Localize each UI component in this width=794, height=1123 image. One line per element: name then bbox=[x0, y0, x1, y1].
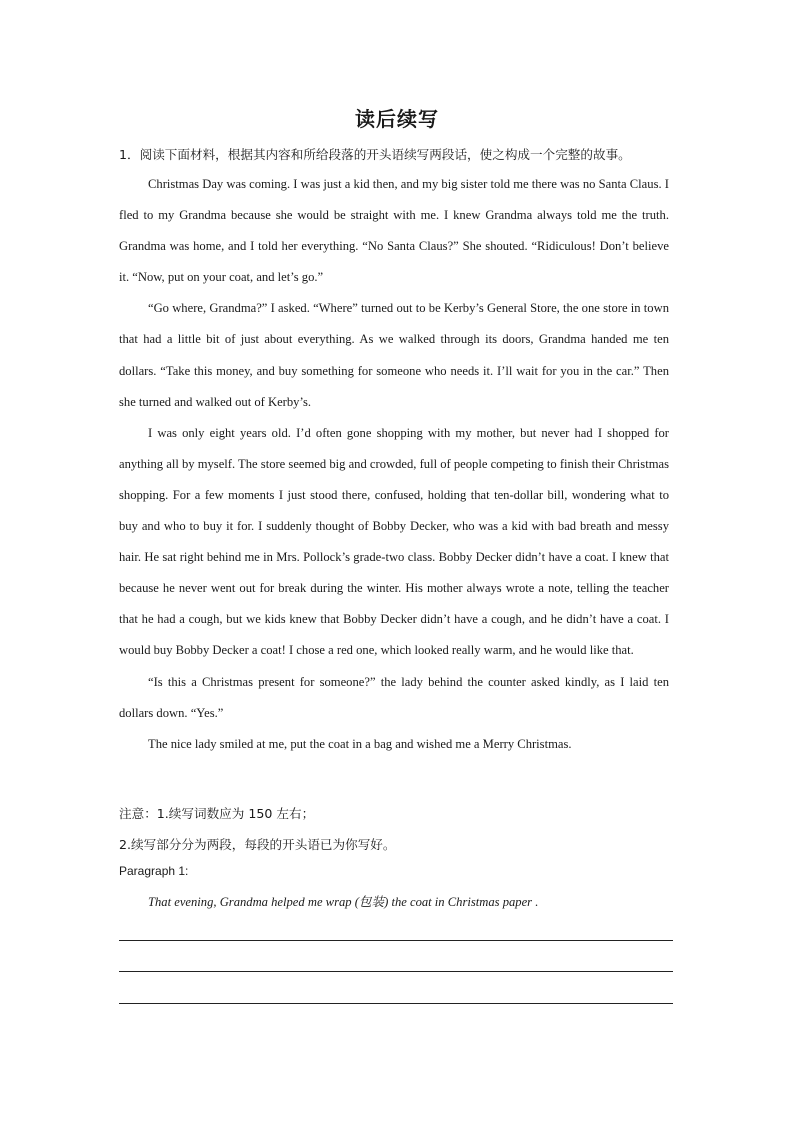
passage-paragraph-2: “Go where, Grandma?” I asked. “Where” turned out to be Kerby’s General Store, the one store in town that had a little bit of just about everything. As we walked through its doors, Grandma handed me ten dollars. “Take this money, and buy something for someone who needs it. I’ll wait for you in the car.” Then she turned and walked out of Kerby’s. bbox=[119, 301, 669, 409]
writing-notes bbox=[119, 798, 675, 860]
answer-line-1[interactable] bbox=[119, 940, 673, 941]
passage-paragraph-3: I was only eight years old. I’d often gone shopping with my mother, but never had I shopped for anything all by myself. The store seemed big and crowded, full of people competing to finish their Christmas shopping. For a few moments I just stood there, confused, holding that ten-dollar bill, wondering what to buy and who to buy it for. I suddenly thought of Bobby Decker, who was a kid with bad breath and messy hair. He sat right behind me in Mrs. Pollock’s grade-two class. Bobby Decker didn’t have a coat. I knew that because he never went out for break during the winter. His mother always wrote a note, telling the teacher that he had a cough, but we kids knew that Bobby Decker didn’t have a cough, and he didn’t have a coat. I would buy Bobby Decker a coat! I chose a red one, which looked really warm, and he would like that. bbox=[119, 425, 669, 658]
answer-line-2[interactable] bbox=[119, 971, 673, 972]
paragraph-1-label: Paragraph 1: bbox=[119, 864, 189, 878]
note-two-paragraphs: 2.续写部分分为两段，每段的开头语已为你写好。 bbox=[119, 837, 396, 853]
paragraph-1-opening: That evening, Grandma helped me wrap (包装) the coat in Christmas paper . bbox=[148, 895, 539, 909]
answer-line-3[interactable] bbox=[119, 1003, 673, 1004]
page-title: 读后续写 bbox=[355, 107, 439, 131]
passage-paragraph-1: Christmas Day was coming. I was just a kid then, and my big sister told me there was no Santa Claus. I fled to my Grandma because she would be straight with me. I knew Grandma always told me the truth. Grandma was home, and I told her everything. “No Santa Claus?” She shouted. “Ridiculous! Don’t believe it. “Now, put on your coat, and let’s go.” bbox=[119, 177, 669, 285]
passage-paragraph-5: The nice lady smiled at me, put the coat in a bag and wished me a Merry Christmas. bbox=[148, 736, 572, 751]
reading-passage bbox=[119, 169, 669, 760]
passage-paragraph-4: “Is this a Christmas present for someone?” the lady behind the counter asked kindly, as I laid ten dollars down. “Yes.” bbox=[119, 674, 669, 720]
note-word-count: 注意：1.续写词数应为 150 左右； bbox=[119, 806, 315, 821]
task-instruction: 1．阅读下面材料，根据其内容和所给段落的开头语续写两段话，使之构成一个完整的故事。 bbox=[119, 147, 631, 162]
